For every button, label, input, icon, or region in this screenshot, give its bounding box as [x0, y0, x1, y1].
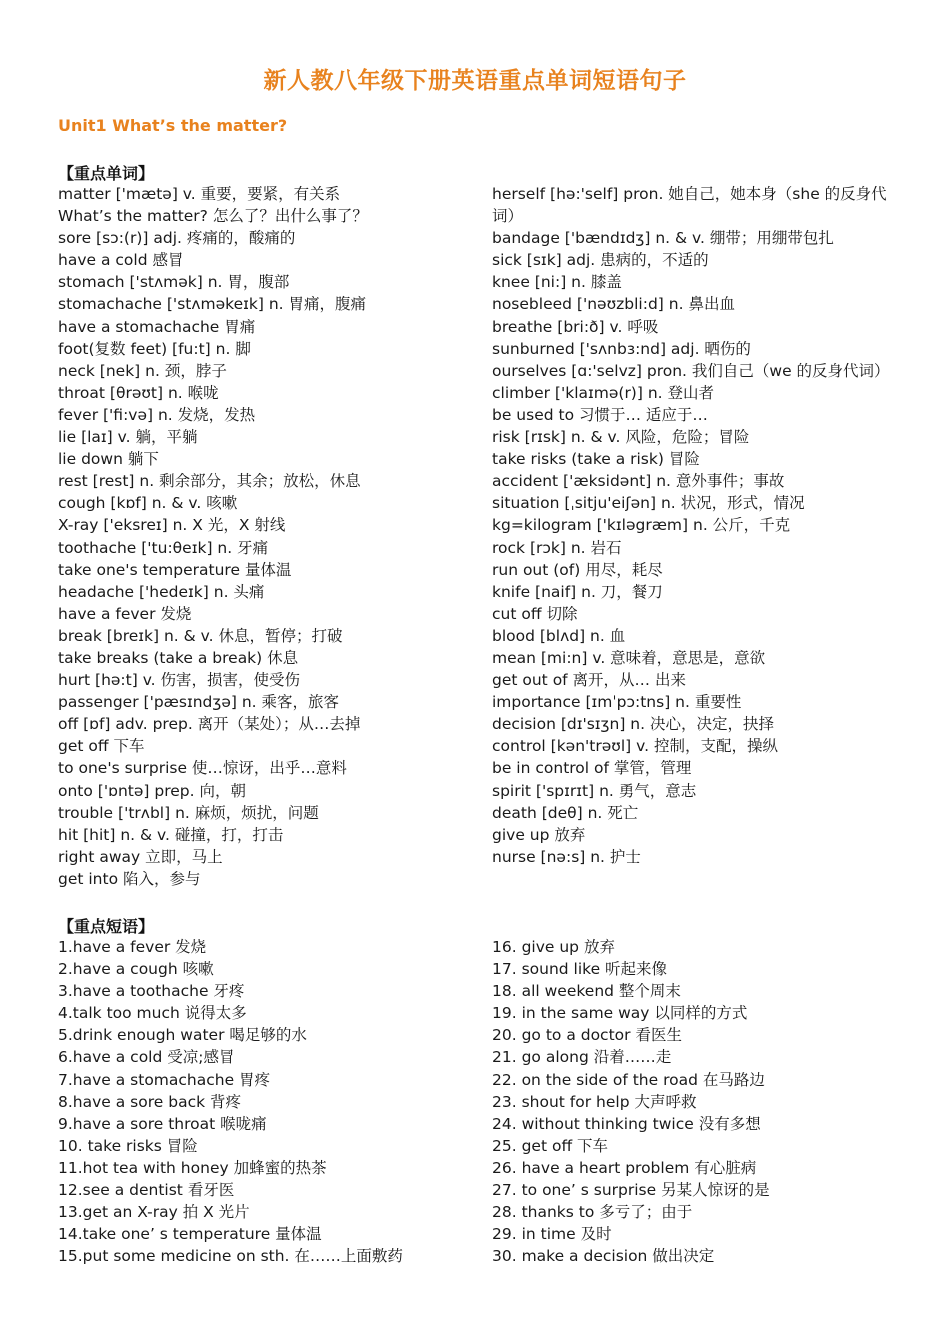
list-item: 25. get off 下车 — [492, 1136, 609, 1155]
list-item: bandage ['bændɪdʒ] n. & v. 绷带；用绷带包扎 — [492, 229, 834, 248]
list-item: lie down 躺下 — [58, 450, 159, 469]
list-item: lie [laɪ] v. 躺，平躺 — [58, 428, 198, 447]
list-item: rock [rɔk] n. 岩石 — [492, 538, 622, 557]
list-item: headache ['hedeɪk] n. 头痛 — [58, 582, 265, 601]
list-item: 9.have a sore throat 喉咙痛 — [58, 1114, 267, 1133]
list-item: neck [nek] n. 颈，脖子 — [58, 361, 227, 380]
list-item: 16. give up 放弃 — [492, 938, 615, 956]
list-item: control [kən'trəʊl] v. 控制，支配，操纵 — [492, 737, 778, 756]
list-item: nurse [nə:s] n. 护士 — [492, 847, 641, 866]
list-item: decision [dɪ'sɪʒn] n. 决心，决定，抉择 — [492, 715, 774, 734]
list-item: sunburned ['sʌnbɜ:nd] adj. 晒伤的 — [492, 339, 751, 358]
list-item: 2.have a cough 咳嗽 — [58, 960, 214, 979]
list-item: hit [hit] n. & v. 碰撞，打，打击 — [58, 825, 284, 844]
page-title: 新人教八年级下册英语重点单词短语句子 — [263, 68, 687, 94]
list-item: situation [ˌsitju'eiʃən] n. 状况，形式，情况 — [492, 494, 805, 513]
list-item: to one's surprise 使…惊讶，出乎…意料 — [58, 759, 347, 778]
list-item: cough [kɒf] n. & v. 咳嗽 — [58, 494, 238, 513]
list-item: onto ['ɒntə] prep. 向，朝 — [58, 781, 246, 800]
list-item: 28. thanks to 多亏了；由于 — [492, 1203, 693, 1222]
words-right-column — [492, 183, 912, 868]
list-item: herself [hə:'self] pron. 她自己，她本身（she 的反身代词） — [492, 185, 887, 226]
list-item: What’s the matter? 怎么了？出什么事了？ — [58, 207, 368, 226]
list-item: accident ['æksidənt] n. 意外事件；事故 — [492, 472, 785, 491]
list-item: get into 陷入，参与 — [58, 869, 201, 888]
list-item: be used to 习惯于… 适应于… — [492, 405, 708, 424]
list-item: 8.have a sore back 背疼 — [58, 1092, 241, 1111]
list-item: 18. all weekend 整个周末 — [492, 982, 681, 1001]
list-item: 1.have a fever 发烧 — [58, 938, 207, 956]
list-item: 26. have a heart problem 有心脏病 — [492, 1158, 757, 1177]
list-item: breathe [bri:ð] v. 呼吸 — [492, 317, 659, 336]
list-item: knife [naif] n. 刀，餐刀 — [492, 582, 663, 601]
list-item: knee [ni:] n. 膝盖 — [492, 273, 622, 292]
list-item: right away 立即，马上 — [58, 847, 223, 866]
list-item: 23. shout for help 大声呼救 — [492, 1092, 697, 1111]
list-item: toothache ['tu:θeɪk] n. 牙痛 — [58, 538, 269, 557]
list-item: cut off 切除 — [492, 604, 578, 623]
list-item: matter ['mætə] v. 重要，要紧，有关系 — [58, 185, 341, 203]
list-item: break [breɪk] n. & v. 休息，暂停；打破 — [58, 626, 343, 645]
phrases-left-column — [58, 936, 478, 1267]
list-item: get off 下车 — [58, 737, 145, 756]
list-item: run out (of) 用尽，耗尽 — [492, 560, 663, 579]
list-item: 5.drink enough water 喝足够的水 — [58, 1026, 307, 1045]
list-item: 15.put some medicine on sth. 在……上面敷药 — [58, 1247, 403, 1266]
list-item: 7.have a stomachache 胃疼 — [58, 1070, 271, 1089]
list-item: spirit ['spɪrɪt] n. 勇气，意志 — [492, 781, 697, 800]
list-item: 6.have a cold 受凉;感冒 — [58, 1048, 235, 1067]
list-item: take risks (take a risk) 冒险 — [492, 450, 700, 469]
phrases-right-column — [492, 936, 912, 1267]
list-item: 21. go along 沿着……走 — [492, 1048, 672, 1067]
list-item: kg=kilogram ['kɪləgræm] n. 公斤，千克 — [492, 516, 791, 535]
list-item: rest [rest] n. 剩余部分，其余；放松，休息 — [58, 472, 361, 491]
list-item: get out of 离开，从… 出来 — [492, 671, 686, 690]
list-item: 29. in time 及时 — [492, 1225, 612, 1244]
list-item: passenger ['pæsɪndʒə] n. 乘客，旅客 — [58, 693, 340, 712]
list-item: foot(复数 feet) [fu:t] n. 脚 — [58, 339, 251, 358]
list-item: 27. to one’ s surprise 另某人惊讶的是 — [492, 1181, 770, 1200]
list-item: trouble ['trʌbl] n. 麻烦，烦扰，问题 — [58, 803, 319, 822]
list-item: mean [mi:n] v. 意味着，意思是，意欲 — [492, 648, 766, 667]
list-item: 17. sound like 听起来像 — [492, 960, 668, 979]
list-item: 24. without thinking twice 没有多想 — [492, 1114, 761, 1133]
list-item: have a cold 感冒 — [58, 251, 184, 270]
phrases-heading: 【重点短语】 — [58, 917, 155, 936]
list-item: sick [sɪk] adj. 患病的，不适的 — [492, 251, 709, 270]
list-item: fever ['fi:və] n. 发烧，发热 — [58, 405, 256, 424]
list-item: risk [rɪsk] n. & v. 风险，危险；冒险 — [492, 428, 750, 447]
words-heading: 【重点单词】 — [58, 164, 155, 183]
list-item: ourselves [ɑ:'selvz] pron. 我们自己（we 的反身代词） — [492, 361, 890, 380]
list-item: take one's temperature 量体温 — [58, 560, 292, 579]
list-item: be in control of 掌管，管理 — [492, 759, 692, 778]
list-item: sore [sɔ:(r)] adj. 疼痛的，酸痛的 — [58, 229, 296, 248]
list-item: nosebleed ['nəʊzbli:d] n. 鼻出血 — [492, 295, 735, 314]
unit-title: Unit1 What’s the matter? — [58, 116, 288, 135]
words-left-column — [58, 183, 478, 890]
list-item: 14.take one’ s temperature 量体温 — [58, 1225, 322, 1244]
list-item: death [deθ] n. 死亡 — [492, 803, 639, 822]
list-item: importance [ɪmˈpɔ:tns] n. 重要性 — [492, 693, 742, 712]
list-item: have a stomachache 胃痛 — [58, 317, 256, 336]
list-item: have a fever 发烧 — [58, 604, 192, 623]
list-item: give up 放弃 — [492, 825, 586, 844]
list-item: 3.have a toothache 牙疼 — [58, 982, 245, 1001]
list-item: take breaks (take a break) 休息 — [58, 648, 299, 667]
list-item: 13.get an X-ray 拍 X 光片 — [58, 1203, 250, 1222]
list-item: hurt [hə:t] v. 伤害，损害，使受伤 — [58, 671, 301, 690]
list-item: 22. on the side of the road 在马路边 — [492, 1070, 765, 1089]
list-item: 12.see a dentist 看牙医 — [58, 1181, 235, 1200]
list-item: off [ɒf] adv. prep. 离开（某处）；从…去掉 — [58, 715, 361, 734]
list-item: 20. go to a doctor 看医生 — [492, 1026, 682, 1045]
list-item: 11.hot tea with honey 加蜂蜜的热茶 — [58, 1158, 327, 1177]
list-item: 10. take risks 冒险 — [58, 1136, 198, 1155]
list-item: stomach ['stʌmək] n. 胃，腹部 — [58, 273, 290, 292]
list-item: stomachache ['stʌməkeɪk] n. 胃痛，腹痛 — [58, 295, 367, 314]
list-item: 30. make a decision 做出决定 — [492, 1247, 715, 1266]
list-item: climber ['klaɪmə(r)] n. 登山者 — [492, 383, 715, 402]
list-item: 19. in the same way 以同样的方式 — [492, 1004, 748, 1023]
list-item: X-ray ['eksreɪ] n. X 光，X 射线 — [58, 516, 286, 535]
list-item: blood [blʌd] n. 血 — [492, 626, 626, 645]
list-item: throat [θrəʊt] n. 喉咙 — [58, 383, 219, 402]
list-item: 4.talk too much 说得太多 — [58, 1004, 247, 1023]
